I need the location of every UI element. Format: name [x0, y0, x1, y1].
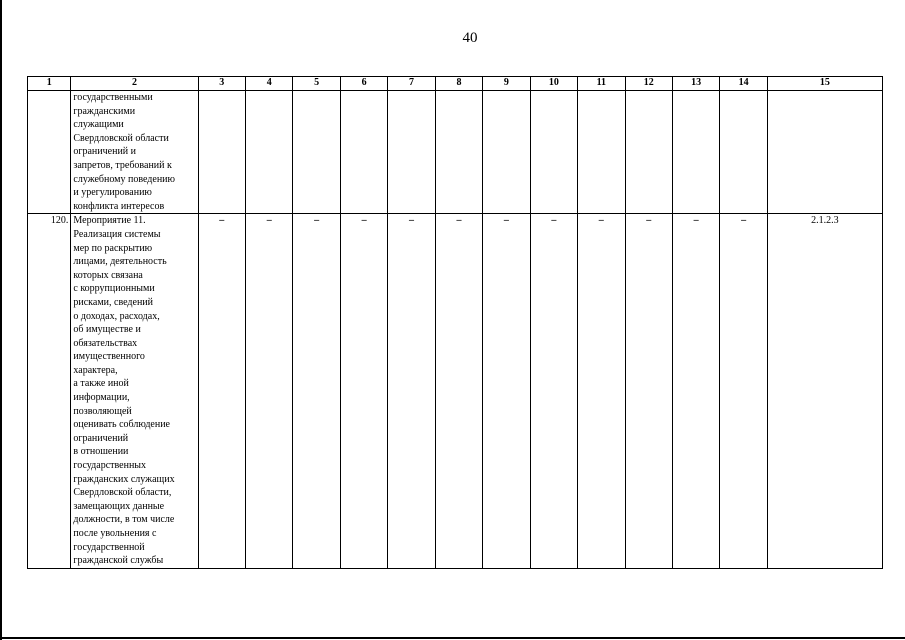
- row-number-cell: [28, 91, 71, 214]
- column-header: 1: [28, 77, 71, 91]
- value-cell: –: [198, 214, 245, 568]
- value-cell: [293, 91, 340, 214]
- column-header: 2: [71, 77, 198, 91]
- value-cell: [530, 91, 577, 214]
- page-frame-left: [0, 0, 2, 640]
- value-cell: [435, 91, 482, 214]
- column-header: 7: [388, 77, 435, 91]
- value-cell: –: [672, 214, 719, 568]
- value-cell: [720, 91, 767, 214]
- table-row: [28, 91, 883, 214]
- value-cell: –: [340, 214, 387, 568]
- column-header: 12: [625, 77, 672, 91]
- value-cell: –: [388, 214, 435, 568]
- row-description-cell: Мероприятие 11. Реализация системы мер по раскрытию лицами, деятельность которых связана с коррупционными рисками, сведений о доходах, расходах, об имуществе и обязательствах имущественного характера, а также иной информации, позволяющей оценивать соблюдение ограничений в отношении государственных гражданских служащих Свердловской области, замещающих данные должности, в том числе после увольнения с государственной гражданской службы: [71, 214, 198, 568]
- value-cell: –: [578, 214, 625, 568]
- column-header: 15: [767, 77, 882, 91]
- value-cell: –: [625, 214, 672, 568]
- page-frame-bottom: [0, 637, 905, 639]
- value-cell: [340, 91, 387, 214]
- target-indicator-cell: [767, 91, 882, 214]
- value-cell: –: [720, 214, 767, 568]
- column-header: 4: [246, 77, 293, 91]
- row-description-cell: государственными гражданскими служащими Свердловской области ограничений и запретов, требований к служебному поведению и урегулированию конфликта интересов: [71, 91, 198, 214]
- column-header: 13: [672, 77, 719, 91]
- column-header: 5: [293, 77, 340, 91]
- column-header: 8: [435, 77, 482, 91]
- value-cell: [625, 91, 672, 214]
- value-cell: –: [530, 214, 577, 568]
- column-header: 3: [198, 77, 245, 91]
- value-cell: [578, 91, 625, 214]
- value-cell: [483, 91, 530, 214]
- column-header: 6: [340, 77, 387, 91]
- page-number: 40: [462, 30, 478, 46]
- program-table: [27, 76, 883, 569]
- row-number-cell: 120.: [28, 214, 71, 568]
- value-cell: [246, 91, 293, 214]
- table-row: [28, 214, 883, 568]
- value-cell: [198, 91, 245, 214]
- column-header: 14: [720, 77, 767, 91]
- table-header-row: [28, 77, 883, 91]
- target-indicator-cell: 2.1.2.3: [767, 214, 882, 568]
- value-cell: [388, 91, 435, 214]
- value-cell: –: [483, 214, 530, 568]
- value-cell: –: [435, 214, 482, 568]
- value-cell: [672, 91, 719, 214]
- column-header: 9: [483, 77, 530, 91]
- value-cell: –: [246, 214, 293, 568]
- value-cell: –: [293, 214, 340, 568]
- column-header: 11: [578, 77, 625, 91]
- column-header: 10: [530, 77, 577, 91]
